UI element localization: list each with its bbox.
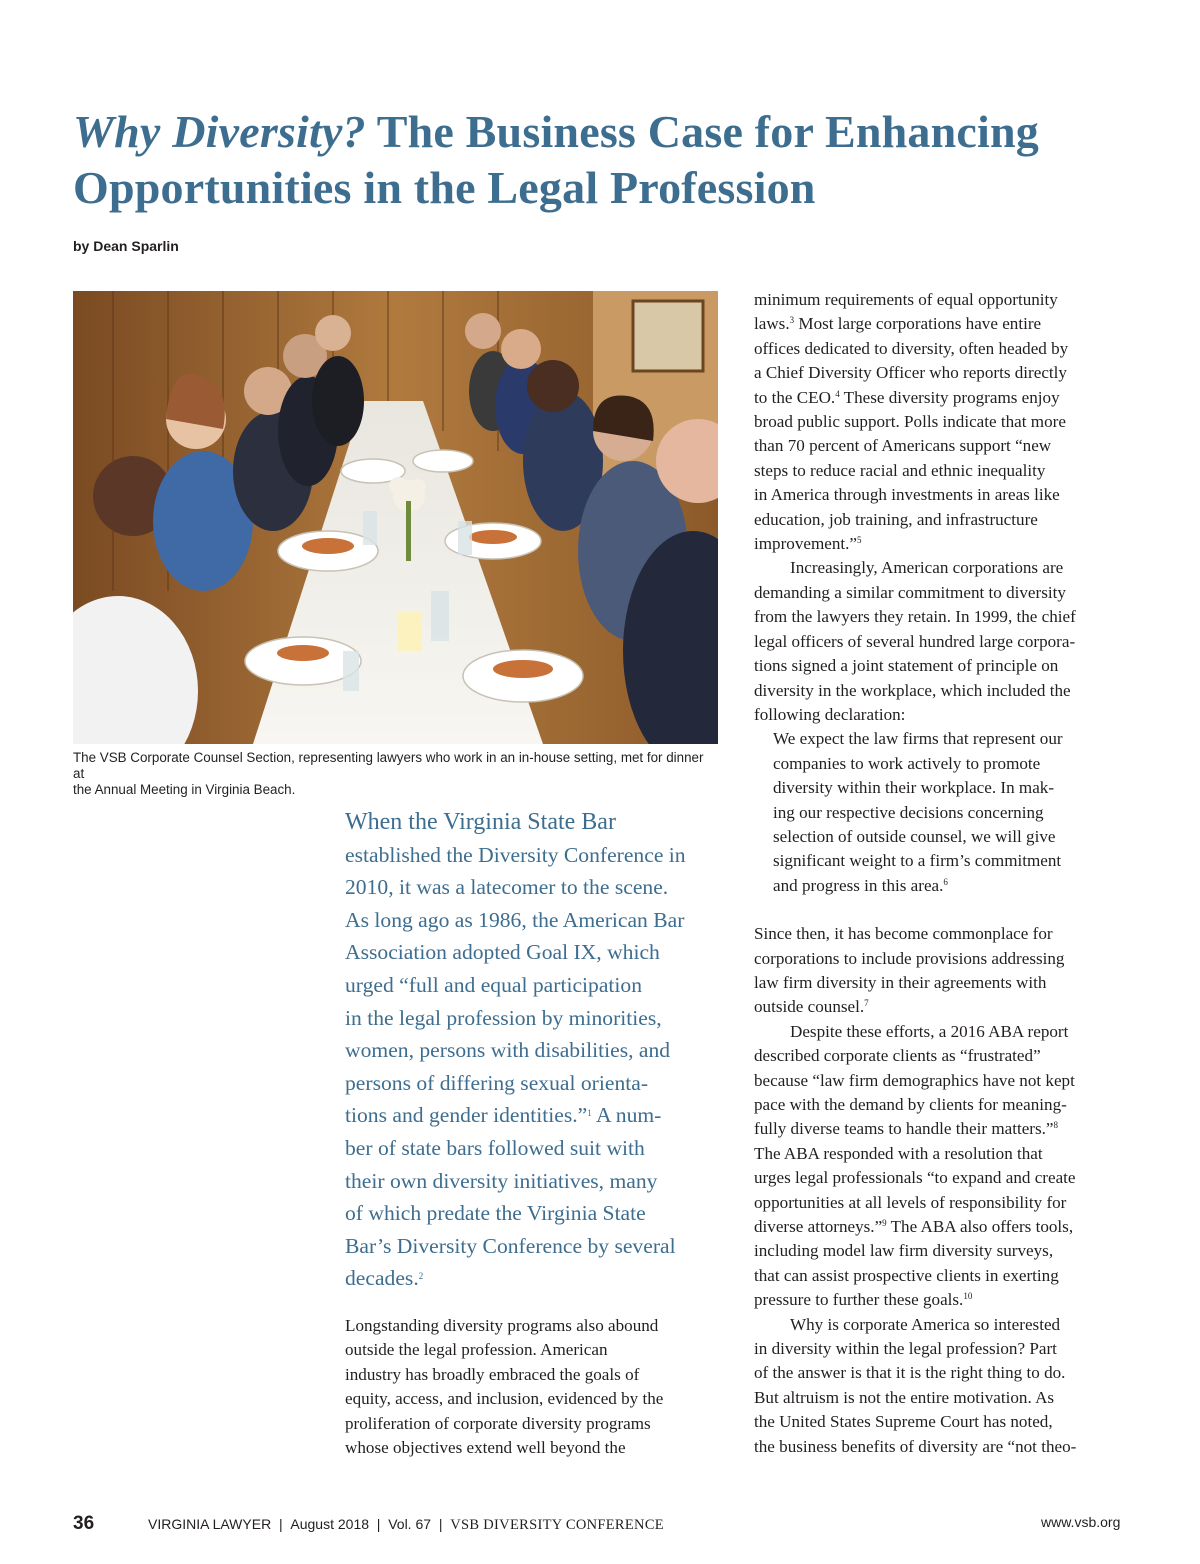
pullquote-line: in the legal profession by minorities,: [345, 1005, 662, 1030]
body-line: outside the legal profession. American: [345, 1340, 608, 1360]
pullquote-line: ber of state bars followed suit with: [345, 1135, 645, 1160]
block-quote-line: significant weight to a firm’s commitment: [773, 851, 1062, 871]
section-name: VSB DIVERSITY CONFERENCE: [450, 1517, 664, 1533]
body-line: than 70 percent of Americans support “new: [754, 436, 1052, 456]
footnote-ref: 9: [882, 1218, 887, 1229]
body-line: But altruism is not the entire motivation. As: [754, 1387, 1055, 1407]
body-line: [754, 1215, 1126, 1239]
magazine-name: VIRGINIA LAWYER: [148, 1516, 272, 1532]
block-quote-line: ing our respective decisions concerning: [773, 802, 1044, 822]
article-headline: [73, 104, 1153, 216]
volume: Vol. 67: [388, 1516, 432, 1532]
body-line: pace with the demand by clients for meaning-: [754, 1095, 1067, 1114]
body-line: following declaration:: [754, 704, 906, 724]
body-text: improvement.”: [754, 534, 858, 554]
pullquote-line: When the Virginia State Bar: [345, 809, 616, 835]
body-line: from the lawyers they retain. In 1999, the chief: [754, 607, 1076, 627]
body-text: Most large corporations have entire: [794, 314, 1042, 334]
body-text: The ABA also offers tools,: [886, 1217, 1074, 1237]
body-line: [754, 1288, 1126, 1312]
body-text: fully diverse teams to handle their matters.”: [754, 1119, 1054, 1139]
body-line: demanding a similar commitment to diversity: [754, 582, 1066, 602]
body-line: equity, access, and inclusion, evidenced by the: [345, 1389, 664, 1409]
issue-date: August 2018: [290, 1516, 370, 1532]
body-line: urges legal professionals “to expand and create: [754, 1168, 1076, 1188]
body-line: education, job training, and infrastructure: [754, 509, 1038, 529]
dinner-photo: [73, 291, 718, 744]
pullquote-line: [345, 1262, 720, 1295]
footer-separator: |: [376, 1516, 381, 1532]
body-line: The ABA responded with a resolution that: [754, 1143, 1043, 1163]
footnote-ref: 8: [1053, 1120, 1059, 1131]
body-line: [754, 995, 1126, 1019]
body-line: offices dedicated to diversity, often headed by: [754, 338, 1069, 358]
pullquote-line: Association adopted Goal IX, which: [345, 940, 660, 965]
body-line: Increasingly, American corporations are: [790, 558, 1064, 578]
body-line: because “law firm demographics have not kept: [754, 1070, 1075, 1090]
body-line: including model law firm diversity surveys,: [754, 1241, 1054, 1261]
body-text: These diversity programs enjoy: [839, 387, 1060, 407]
footer-separator: |: [438, 1516, 443, 1532]
body-line: whose objectives extend well beyond the: [345, 1438, 626, 1458]
paragraph-gap: [754, 898, 1126, 922]
pullquote-line: women, persons with disabilities, and: [345, 1038, 671, 1063]
caption-line: The VSB Corporate Counsel Section, representing lawyers who work in an in-house setting, met for dinner at: [73, 750, 704, 781]
footnote-ref: 10: [963, 1291, 973, 1302]
photo-caption: [73, 750, 718, 798]
body-line: [754, 312, 1126, 336]
footnote-ref: 7: [864, 998, 869, 1009]
footnote-ref: 2: [418, 1271, 424, 1282]
footer-separator: |: [278, 1516, 283, 1532]
body-line: [754, 532, 1126, 556]
pullquote-text: decades.: [345, 1266, 419, 1291]
body-line: in America through investments in areas like: [754, 485, 1060, 505]
body-line: law firm diversity in their agreements with: [754, 972, 1047, 992]
body-line: industry has broadly embraced the goals of: [345, 1364, 640, 1384]
body-line: broad public support. Polls indicate that more: [754, 412, 1066, 432]
body-line: Longstanding diversity programs also abound: [345, 1316, 659, 1335]
footnote-ref: 1: [587, 1108, 592, 1119]
pullquote-line: of which predate the Virginia State: [345, 1201, 646, 1226]
pullquote-line: their own diversity initiatives, many: [345, 1168, 658, 1193]
caption-line: the Annual Meeting in Virginia Beach.: [73, 782, 296, 797]
dinner-photo-illustration: [73, 291, 718, 744]
headline-rest: The Business Case for Enhancing Opportunities in the Legal Profession: [73, 106, 1039, 213]
block-quote-line: [754, 874, 1126, 898]
body-text: diverse attorneys.”: [754, 1217, 883, 1237]
pullquote-line: 2010, it was a latecomer to the scene.: [345, 875, 669, 900]
body-line: in diversity within the legal profession? Part: [754, 1339, 1057, 1359]
byline: by Dean Sparlin: [73, 238, 179, 254]
body-line: steps to reduce racial and ethnic inequality: [754, 460, 1046, 480]
body-text: pressure to further these goals.: [754, 1290, 964, 1310]
footnote-ref: 4: [835, 388, 840, 399]
block-quote-line: selection of outside counsel, we will give: [773, 826, 1056, 846]
body-line: legal officers of several hundred large corpora-: [754, 631, 1076, 651]
body-line: proliferation of corporate diversity programs: [345, 1413, 651, 1433]
website-link[interactable]: www.vsb.org: [1041, 1514, 1121, 1530]
body-line: Why is corporate America so interested: [790, 1314, 1061, 1334]
footnote-ref: 5: [857, 535, 862, 546]
body-line: [754, 386, 1126, 410]
pullquote-line: [345, 1099, 720, 1132]
pullquote-line: Bar’s Diversity Conference by several: [345, 1233, 676, 1258]
pullquote-line: established the Diversity Conference in: [345, 842, 686, 867]
running-footer: [148, 1516, 664, 1534]
footnote-ref: 3: [789, 315, 795, 326]
headline-lead: Why Diversity?: [73, 106, 366, 157]
body-line: the business benefits of diversity are “not theo-: [754, 1436, 1077, 1456]
body-line: that can assist prospective clients in exerting: [754, 1265, 1059, 1285]
body-line: [754, 1117, 1126, 1141]
body-text-right: [754, 288, 1126, 1459]
block-quote-line: We expect the law firms that represent our: [773, 729, 1063, 749]
body-line: Since then, it has become commonplace for: [754, 924, 1053, 944]
pullquote-line: As long ago as 1986, the American Bar: [345, 907, 685, 932]
pullquote-text: A num-: [595, 1103, 662, 1128]
block-quote-line: diversity within their workplace. In mak-: [773, 778, 1055, 798]
footnote-ref: 6: [943, 876, 948, 887]
body-line: Despite these efforts, a 2016 ABA report: [790, 1021, 1069, 1041]
body-line: the United States Supreme Court has noted,: [754, 1412, 1053, 1432]
body-line: diversity in the workplace, which included the: [754, 680, 1071, 700]
body-line: described corporate clients as “frustrated”: [754, 1046, 1041, 1066]
pullquote-line: urged “full and equal participation: [345, 972, 643, 997]
body-text-middle: [345, 1314, 720, 1460]
page-number: 36: [73, 1513, 95, 1534]
body-text: and progress in this area.: [773, 875, 944, 895]
pullquote-text: tions and gender identities.”: [345, 1103, 588, 1128]
body-text: laws.: [754, 314, 790, 334]
body-line: tions signed a joint statement of principle on: [754, 656, 1059, 676]
body-text: outside counsel.: [754, 997, 865, 1017]
body-line: of the answer is that it is the right thing to do.: [754, 1363, 1066, 1383]
body-line: minimum requirements of equal opportunity: [754, 290, 1058, 309]
pull-quote: [345, 806, 720, 1295]
body-line: corporations to include provisions addressing: [754, 948, 1065, 968]
body-line: a Chief Diversity Officer who reports directly: [754, 363, 1067, 383]
pullquote-line: persons of differing sexual orienta-: [345, 1070, 649, 1095]
body-line: opportunities at all levels of responsibility for: [754, 1192, 1067, 1212]
block-quote-line: companies to work actively to promote: [773, 753, 1041, 773]
body-text: to the CEO.: [754, 387, 836, 407]
